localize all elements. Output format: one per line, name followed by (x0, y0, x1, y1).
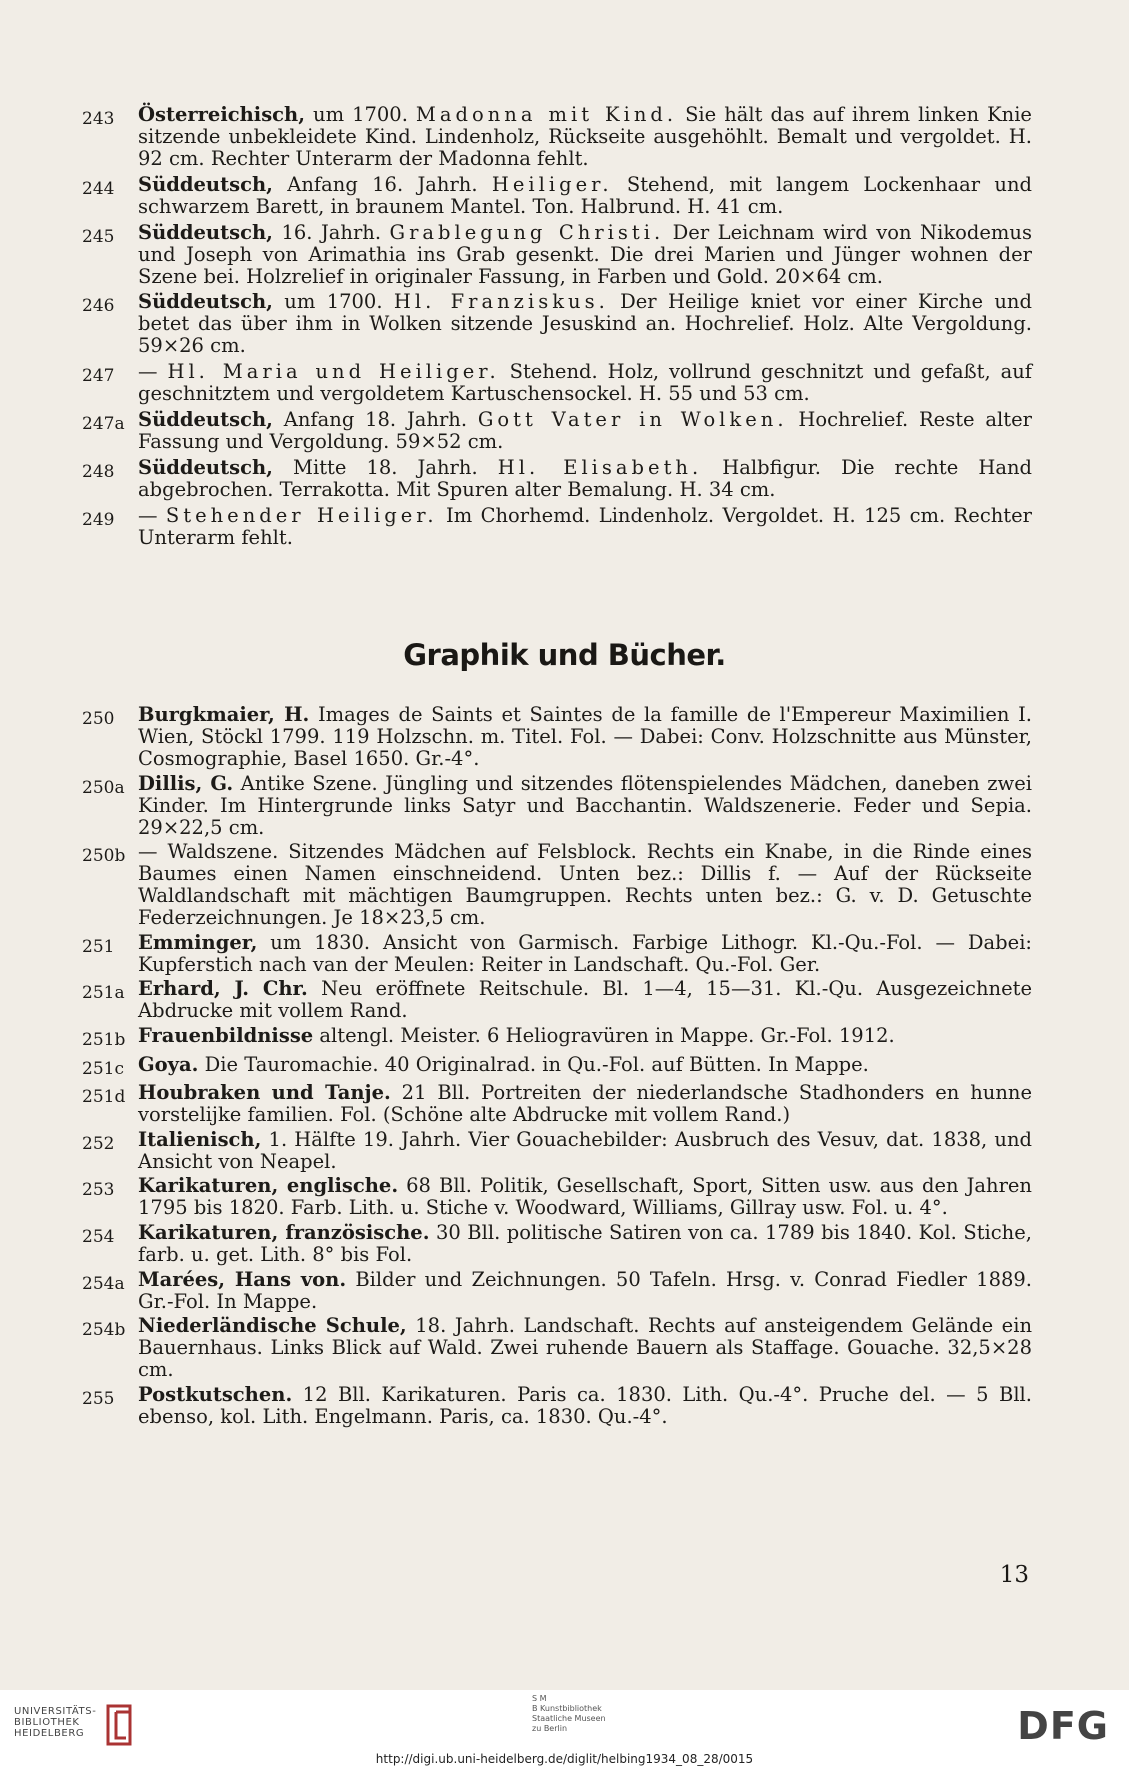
entry-number: 250b (82, 846, 126, 867)
catalog-entry (82, 841, 1032, 929)
catalog-entry (82, 505, 1032, 549)
entry-number: 251d (82, 1087, 126, 1108)
entry-date: um 1700. (305, 103, 416, 126)
entry-date: Anfang 16. Jahrh. (272, 172, 492, 196)
catalog-entry (82, 457, 1032, 501)
entry-title: Hl. Maria und Heiliger. (167, 360, 500, 384)
entry-text (138, 291, 1032, 357)
catalog-entry (82, 1222, 1032, 1266)
entry-text (138, 409, 1032, 453)
entry-number: 251 (82, 936, 115, 957)
catalog-entry (82, 1025, 1032, 1051)
university-library-logo[interactable] (14, 1706, 96, 1739)
entry-text (138, 841, 1032, 929)
entry-description: Halbfigur. Die rechte Hand abgebrochen. Terrakotta. Mit Spuren alter Bemalung. H. 34 cm. (138, 455, 1032, 501)
entry-title: Stehender Heiliger. (165, 503, 438, 527)
logo-text-line: HEIDELBERG (14, 1728, 85, 1739)
entry-description: Stehend. Holz, vollrund geschnitzt und gefaßt, auf geschnitztem und vergoldetem Kartuschensockel. H. 55 und 53 cm. (138, 360, 1033, 406)
entry-heading: Dillis, G. (138, 771, 234, 795)
entry-text (138, 505, 1032, 549)
entry-description: — Waldszene. Sitzendes Mädchen auf Felsblock. Rechts ein Knabe, in die Rinde eines Baumes einen Namen einschneidend. Unten bez.: Dillis f. — Auf der Rückseite Waldlandschaft mit mächtigen Baumgruppen. Rechts unten bez.: G. v. D. Getuschte Federzeichnungen. Je 18×23,5 cm. (138, 840, 1032, 930)
entry-description: Sie hält das auf ihrem linken Knie sitzende unbekleidete Kind. Lindenholz, Rückseite ausgehöhlt. Bemalt und vergoldet. H. 92 cm. Rechter Unterarm der Madonna fehlt. (138, 103, 1032, 170)
catalog-entry (82, 1175, 1032, 1219)
catalog-entry (82, 1269, 1032, 1313)
entry-heading: Niederländische Schule, (138, 1314, 407, 1338)
entry-text (138, 1222, 1032, 1266)
entry-number: 251a (82, 983, 125, 1004)
entry-description: Antike Szene. Jüngling und sitzendes flötenspielendes Mädchen, daneben zwei Kinder. Im Hintergrunde links Satyr und Bacchantin. Waldszenerie. Feder und Sepia. 29×22,5 cm. (138, 771, 1032, 839)
entry-description: um 1830. Ansicht von Garmisch. Farbige Lithogr. Kl.-Qu.-Fol. — Dabei: Kupferstich nach van der Meulen: Reiter in Landschaft. Qu.-Fol. Ger. (138, 930, 1032, 976)
entry-heading: Erhard, J. Chr. (138, 977, 308, 1001)
entry-text (138, 773, 1032, 839)
entry-number: 245 (82, 226, 115, 247)
entry-date: — (138, 360, 168, 384)
entry-heading: Houbraken und Tanje. (138, 1081, 391, 1105)
entry-title: Madonna mit Kind. (415, 103, 678, 126)
logo-text-line: UNIVERSITÄTS- (14, 1706, 97, 1717)
entry-description: Stehend, mit langem Lockenhaar und schwarzem Barett, in braunem Mantel. Ton. Halbrund. H. 41 cm. (138, 172, 1032, 218)
entry-title: Heiliger. (491, 172, 613, 196)
catalog-list-graphics (82, 704, 1032, 1430)
stamp-line: B Kunstbibliothek (532, 1704, 602, 1713)
library-stamp (532, 1694, 606, 1734)
entry-description: altengl. Meister. 6 Heliogravüren in Mappe. Gr.-Fol. 1912. (313, 1023, 895, 1047)
entry-description: Die Tauromachie. 40 Originalrad. in Qu.-Fol. auf Bütten. In Mappe. (198, 1052, 869, 1076)
entry-text (138, 1175, 1032, 1219)
entry-number: 255 (82, 1388, 115, 1409)
catalog-entry (82, 978, 1032, 1022)
entry-text (138, 174, 1032, 218)
entry-number: 253 (82, 1180, 115, 1201)
entry-date: Mitte 18. Jahrh. (272, 455, 498, 479)
entry-number: 247a (82, 413, 125, 434)
entry-title: Hl. Elisabeth. (497, 455, 703, 479)
entry-description: 12 Bll. Karikaturen. Paris ca. 1830. Lith. Qu.-4°. Pruche del. — 5 Bll. ebenso, kol. Lith. Engelmann. Paris, ca. 1830. Qu.-4°. (138, 1382, 1032, 1428)
entry-heading: Italienisch, (138, 1127, 262, 1151)
entry-number: 254 (82, 1226, 115, 1247)
entry-number: 251c (82, 1058, 124, 1079)
source-url-link[interactable]: http://digi.ub.uni-heidelberg.de/diglit/helbing1934_08_28/0015 (375, 1752, 754, 1766)
entry-number: 254b (82, 1320, 126, 1341)
entry-heading: Österreichisch, (138, 103, 306, 126)
entry-date: — (138, 503, 166, 527)
entry-heading: Süddeutsch, (138, 290, 273, 314)
entry-title: Hl. Franziskus. (393, 290, 609, 314)
entry-text (138, 222, 1032, 288)
entry-heading: Burgkmaier, H. (138, 703, 310, 726)
catalog-entry (82, 1129, 1032, 1173)
entry-heading: Postkutschen. (138, 1382, 293, 1406)
catalog-entry (82, 1315, 1032, 1381)
entry-description: Im Chorhemd. Lindenholz. Vergoldet. H. 125 cm. Rechter Unterarm fehlt. (138, 503, 1033, 549)
entry-heading: Süddeutsch, (138, 407, 273, 431)
catalog-entry (82, 222, 1032, 288)
entry-description: 21 Bll. Portreiten der niederlandsche Stadhonders en hunne vorstelijke familien. Fol. (Schöne alte Abdrucke mit vollem Rand.) (138, 1081, 1032, 1127)
stamp-line: Staatliche Museen (532, 1714, 606, 1723)
entry-text (138, 1269, 1032, 1313)
page-number: 13 (999, 1562, 1029, 1588)
entry-number: 250 (82, 709, 115, 729)
university-emblem-icon (104, 1702, 138, 1748)
catalog-entry (82, 409, 1032, 453)
entry-description: Der Leichnam wird von Nikodemus und Joseph von Arimathia ins Grab gesenkt. Die drei Marien und Jünger wohnen der Szene bei. Holzrelief in originaler Fassung, in Farben und Gold. 20×64 cm. (138, 220, 1032, 288)
entry-description: Bilder und Zeichnungen. 50 Tafeln. Hrsg. v. Conrad Fiedler 1889. Gr.-Fol. In Mappe. (138, 1267, 1032, 1313)
entry-number: 248 (82, 461, 115, 482)
entry-heading: Marées, Hans von. (138, 1267, 347, 1291)
entry-text (138, 978, 1032, 1022)
catalog-entry (82, 104, 1032, 170)
entry-number: 244 (82, 178, 115, 199)
entry-number: 251b (82, 1029, 126, 1050)
entry-date: Anfang 18. Jahrh. (272, 407, 478, 431)
entry-description: Der Heilige kniet vor einer Kirche und betet das über ihm in Wolken sitzende Jesuskind an. Hochrelief. Holz. Alte Vergoldung. 59×26 cm. (138, 290, 1032, 358)
entry-number: 247 (82, 366, 115, 387)
entry-text (138, 1054, 1032, 1080)
logo-text-line: BIBLIOTHEK (14, 1717, 80, 1728)
stamp-line: S M (532, 1694, 547, 1703)
entry-heading: Süddeutsch, (138, 220, 273, 244)
catalog-entry (82, 361, 1032, 405)
entry-heading: Goya. (138, 1052, 199, 1076)
entry-heading: Frauenbildnisse (138, 1023, 314, 1047)
entry-description: Neu eröffnete Reitschule. Bl. 1—4, 15—31. Kl.-Qu. Ausgezeichnete Abdrucke mit vollem Rand. (138, 977, 1033, 1023)
catalog-entry (82, 773, 1032, 839)
entry-number: 243 (82, 109, 115, 129)
entry-date: um 1700. (272, 290, 394, 314)
entry-date: 16. Jahrh. (272, 220, 390, 244)
entry-number: 246 (82, 296, 115, 317)
entry-title: Gott Vater in Wolken. (477, 407, 788, 431)
entry-text (138, 932, 1032, 976)
entry-text (138, 1025, 1032, 1051)
catalog-entry (82, 1082, 1032, 1126)
entry-number: 250a (82, 777, 125, 798)
catalog-list-sculptures (82, 104, 1032, 552)
entry-text (138, 1082, 1032, 1126)
entry-text (138, 104, 1032, 170)
dfg-logo[interactable]: DFG (1017, 1704, 1109, 1748)
entry-heading: Emminger, (138, 930, 258, 954)
catalog-entry (82, 932, 1032, 976)
entry-title: Grablegung Christi. (389, 220, 665, 244)
catalog-entry (82, 1054, 1032, 1080)
entry-description: 68 Bll. Politik, Gesellschaft, Sport, Sitten usw. aus den Jahren 1795 bis 1820. Farb. Lith. u. Stiche v. Woodward, Williams, Gillray usw. Fol. u. 4°. (138, 1174, 1032, 1220)
catalog-entry (82, 291, 1032, 357)
entry-text (138, 457, 1032, 501)
stamp-line: zu Berlin (532, 1724, 568, 1733)
catalog-entry (82, 704, 1032, 770)
catalog-entry (82, 174, 1032, 218)
entry-heading: Karikaturen, englische. (138, 1174, 399, 1198)
entry-description: 18. Jahrh. Landschaft. Rechts auf ansteigendem Gelände ein Bauernhaus. Links Blick auf Wald. Zwei ruhende Bauern als Staffage. Gouache. 32,5×28 cm. (138, 1314, 1032, 1382)
entry-text (138, 361, 1032, 405)
entry-text (138, 704, 1032, 770)
footer-bar (0, 1690, 1129, 1767)
entry-description: 30 Bll. politische Satiren von ca. 1789 bis 1840. Kol. Stiche, farb. u. get. Lith. 8° bis Fol. (138, 1220, 1032, 1266)
section-heading: Graphik und Bücher. (403, 638, 726, 672)
entry-text (138, 1315, 1032, 1381)
entry-number: 249 (82, 509, 115, 530)
entry-description: 1. Hälfte 19. Jahrh. Vier Gouachebilder: Ausbruch des Vesuv, dat. 1838, und Ansicht von Neapel. (138, 1127, 1032, 1173)
entry-heading: Süddeutsch, (138, 172, 273, 196)
entry-heading: Karikaturen, französische. (138, 1220, 430, 1244)
entry-text (138, 1384, 1032, 1428)
entry-description: Images de Saints et Saintes de la famille de l'Empereur Maximilien I. Wien, Stöckl 1799. 119 Holzschn. m. Titel. Fol. — Dabei: Conv. Holzschnitte aus Münster, Cosmographie, Basel 1650. Gr.-4°. (138, 703, 1032, 770)
catalog-entry (82, 1384, 1032, 1428)
entry-number: 254a (82, 1273, 125, 1294)
entry-heading: Süddeutsch, (138, 455, 273, 479)
entry-description: Hochrelief. Reste alter Fassung und Vergoldung. 59×52 cm. (138, 407, 1032, 453)
entry-text (138, 1129, 1032, 1173)
entry-number: 252 (82, 1133, 115, 1154)
